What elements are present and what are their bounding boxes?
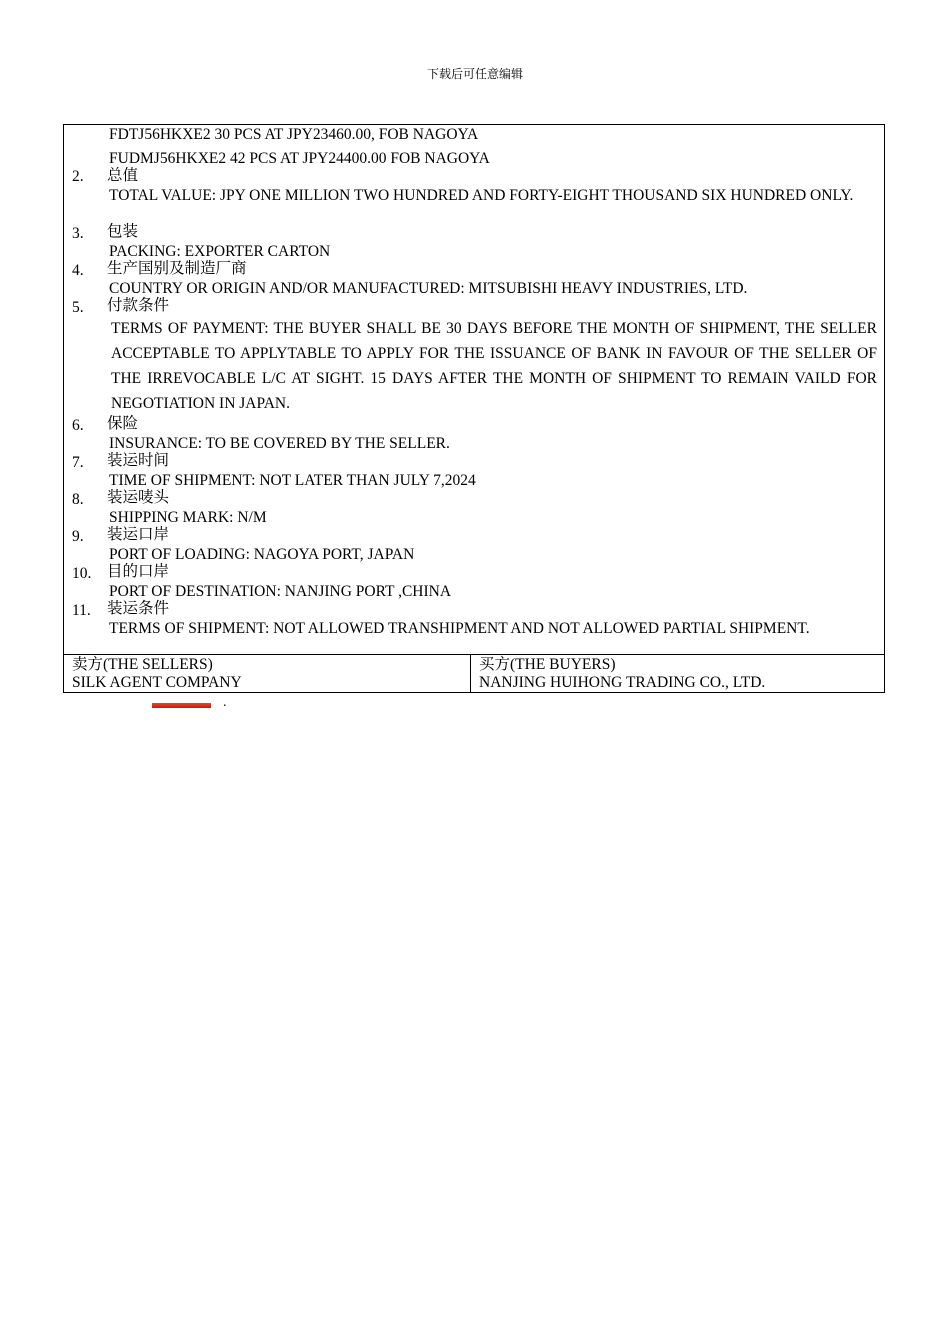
clause-5-number: 5. [72,299,84,316]
clause-10-cn-title: 目的口岸 [107,563,170,580]
clause-3-text: PACKING: EXPORTER CARTON [109,243,331,260]
clause-2-number: 2. [72,168,84,185]
clause-8-text: SHIPPING MARK: N/M [109,509,267,526]
clause-6-cn-title: 保险 [107,415,139,432]
contract-terms-box [63,124,885,655]
clause-11-cn-title: 装运条件 [107,600,170,617]
trailing-dot: . [223,695,227,710]
clause-7-number: 7. [72,454,84,471]
clause-10-number: 10. [72,565,92,582]
buyer-name: NANJING HUIHONG TRADING CO., LTD. [479,674,766,691]
buyer-label: 买方(THE BUYERS) [479,656,616,673]
product-line-1: FDTJ56HKXE2 30 PCS AT JPY23460.00, FOB NAGOYA [109,126,479,143]
clause-4-text: COUNTRY OR ORIGIN AND/OR MANUFACTURED: MITSUBISHI HEAVY INDUSTRIES, LTD. [109,280,748,297]
clause-2-cn-title: 总值 [107,167,139,184]
clause-10-text: PORT OF DESTINATION: NANJING PORT ,CHINA [109,583,452,600]
clause-9-text: PORT OF LOADING: NAGOYA PORT, JAPAN [109,546,415,563]
clause-7-text: TIME OF SHIPMENT: NOT LATER THAN JULY 7,2024 [109,472,476,489]
clause-8-number: 8. [72,491,84,508]
clause-7-cn-title: 装运时间 [107,452,170,469]
clause-5-text: TERMS OF PAYMENT: THE BUYER SHALL BE 30 DAYS BEFORE THE MONTH OF SHIPMENT, THE SELLER ACCEPTABLE TO APPLYTABLE TO APPLY FOR THE ISSUANCE OF BANK IN FAVOUR OF THE SELLER OF THE IRREVOCABLE L/C AT SIGHT. 15 DAYS AFTER THE MONTH OF SHIPMENT TO REMAIN VAILD FOR NEGOTIATION IN JAPAN. [111,320,877,412]
clause-9-cn-title: 装运口岸 [107,526,170,543]
red-stamp-mark [152,703,211,708]
clause-8-cn-title: 装运唛头 [107,489,170,506]
clause-11-text: TERMS OF SHIPMENT: NOT ALLOWED TRANSHIPMENT AND NOT ALLOWED PARTIAL SHIPMENT. [109,620,810,637]
clause-3-cn-title: 包装 [107,223,139,240]
clause-4-number: 4. [72,262,84,279]
signature-divider [470,655,471,692]
clause-9-number: 9. [72,528,84,545]
clause-3-number: 3. [72,225,84,242]
signature-table [63,654,885,693]
clause-6-number: 6. [72,417,84,434]
clause-6-text: INSURANCE: TO BE COVERED BY THE SELLER. [109,435,450,452]
clause-2-text: TOTAL VALUE: JPY ONE MILLION TWO HUNDRED AND FORTY-EIGHT THOUSAND SIX HUNDRED ONLY. [109,187,854,204]
product-line-2: FUDMJ56HKXE2 42 PCS AT JPY24400.00 FOB NAGOYA [109,150,490,167]
seller-name: SILK AGENT COMPANY [72,674,242,691]
seller-label: 卖方(THE SELLERS) [72,656,213,673]
clause-4-cn-title: 生产国别及制造厂商 [107,260,247,277]
clause-11-number: 11. [72,602,91,619]
clause-5-cn-title: 付款条件 [107,297,170,314]
page-header: 下载后可任意编辑 [426,67,523,81]
